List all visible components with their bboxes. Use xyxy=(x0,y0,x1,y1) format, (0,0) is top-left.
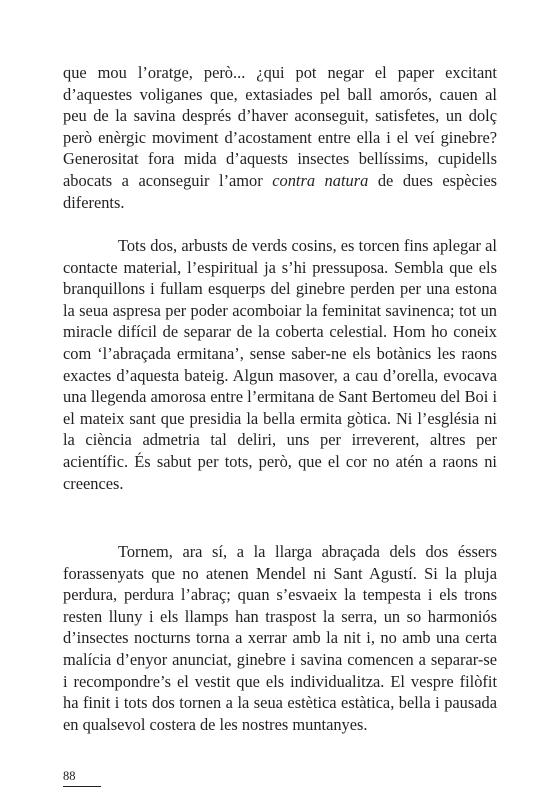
paragraph-1 xyxy=(63,62,497,213)
paragraph-2: Tots dos, arbusts de verds cosins, es torcen fins aplegar al contacte material, l’espiritual ja s’hi pressuposa. Sembla que els branquillons i fullam esquerps del ginebre perden per una estona la seua aspresa per poder acomboiar la feminitat savinenca; tot un miracle difícil de separar de la coberta celestial. Hom ho coneix com ‘l’abraçada ermitana’, sense saber-ne els botànics les raons exactes d’aquesta bateig. Algun masover, a cau d’orella, evocava una llegenda amorosa entre l’ermitana de Sant Bertomeu del Boi i el mateix sant que presidia la bella ermita gòtica. Ni l’església ni la ciència admetria tal deliri, uns per irreverent, altres per acientífic. És sabut per tots, però, que el cor no atén a raons ni creences. xyxy=(63,236,497,493)
page-number: 88 xyxy=(63,769,76,783)
paragraph-1-text: que mou l’oratge, però... ¿qui pot negar el paper excitant d’aquestes voliganes que, extasiades pel ball amorós, cauen al peu de la savina després d’haver aconseguit, satisfetes, un dolç però enèrgic moviment d’acostament entre ella i el veí ginebre? Generositat fora mida d’aquests insectes bellíssims, cupidells abocats a aconseguir l’amor xyxy=(63,63,497,190)
paragraph-second xyxy=(63,235,497,494)
page-number-rule xyxy=(63,786,101,787)
paragraph-1-ending: de dues espècies diferents. xyxy=(63,170,497,212)
paragraph-continuation xyxy=(63,62,497,213)
paragraph-1-italic-phrase: contra natura xyxy=(272,170,369,190)
paragraph-third xyxy=(63,541,497,735)
paragraph-3: Tornem, ara sí, a la llarga abraçada dels dos éssers forassenyats que no atenen Mendel ni Sant Agustí. Si la pluja perdura, perdura l’abraç; quan s’esvaeix la tempesta i els trons resten lluny i els llamps han traspost la serra, un so harmoniós d’insectes nocturns torna a xerrar amb la nit i, no amb una certa malícia d’enyor anunciat, ginebre i savina comencen a separar-se i recompondre’s el vestit que els individualitza. El vespre filòfit ha finit i tots dos tornen a la seua estètica estàtica, bella i pausada en qualsevol costera de les nostres muntanyes. xyxy=(63,542,497,734)
